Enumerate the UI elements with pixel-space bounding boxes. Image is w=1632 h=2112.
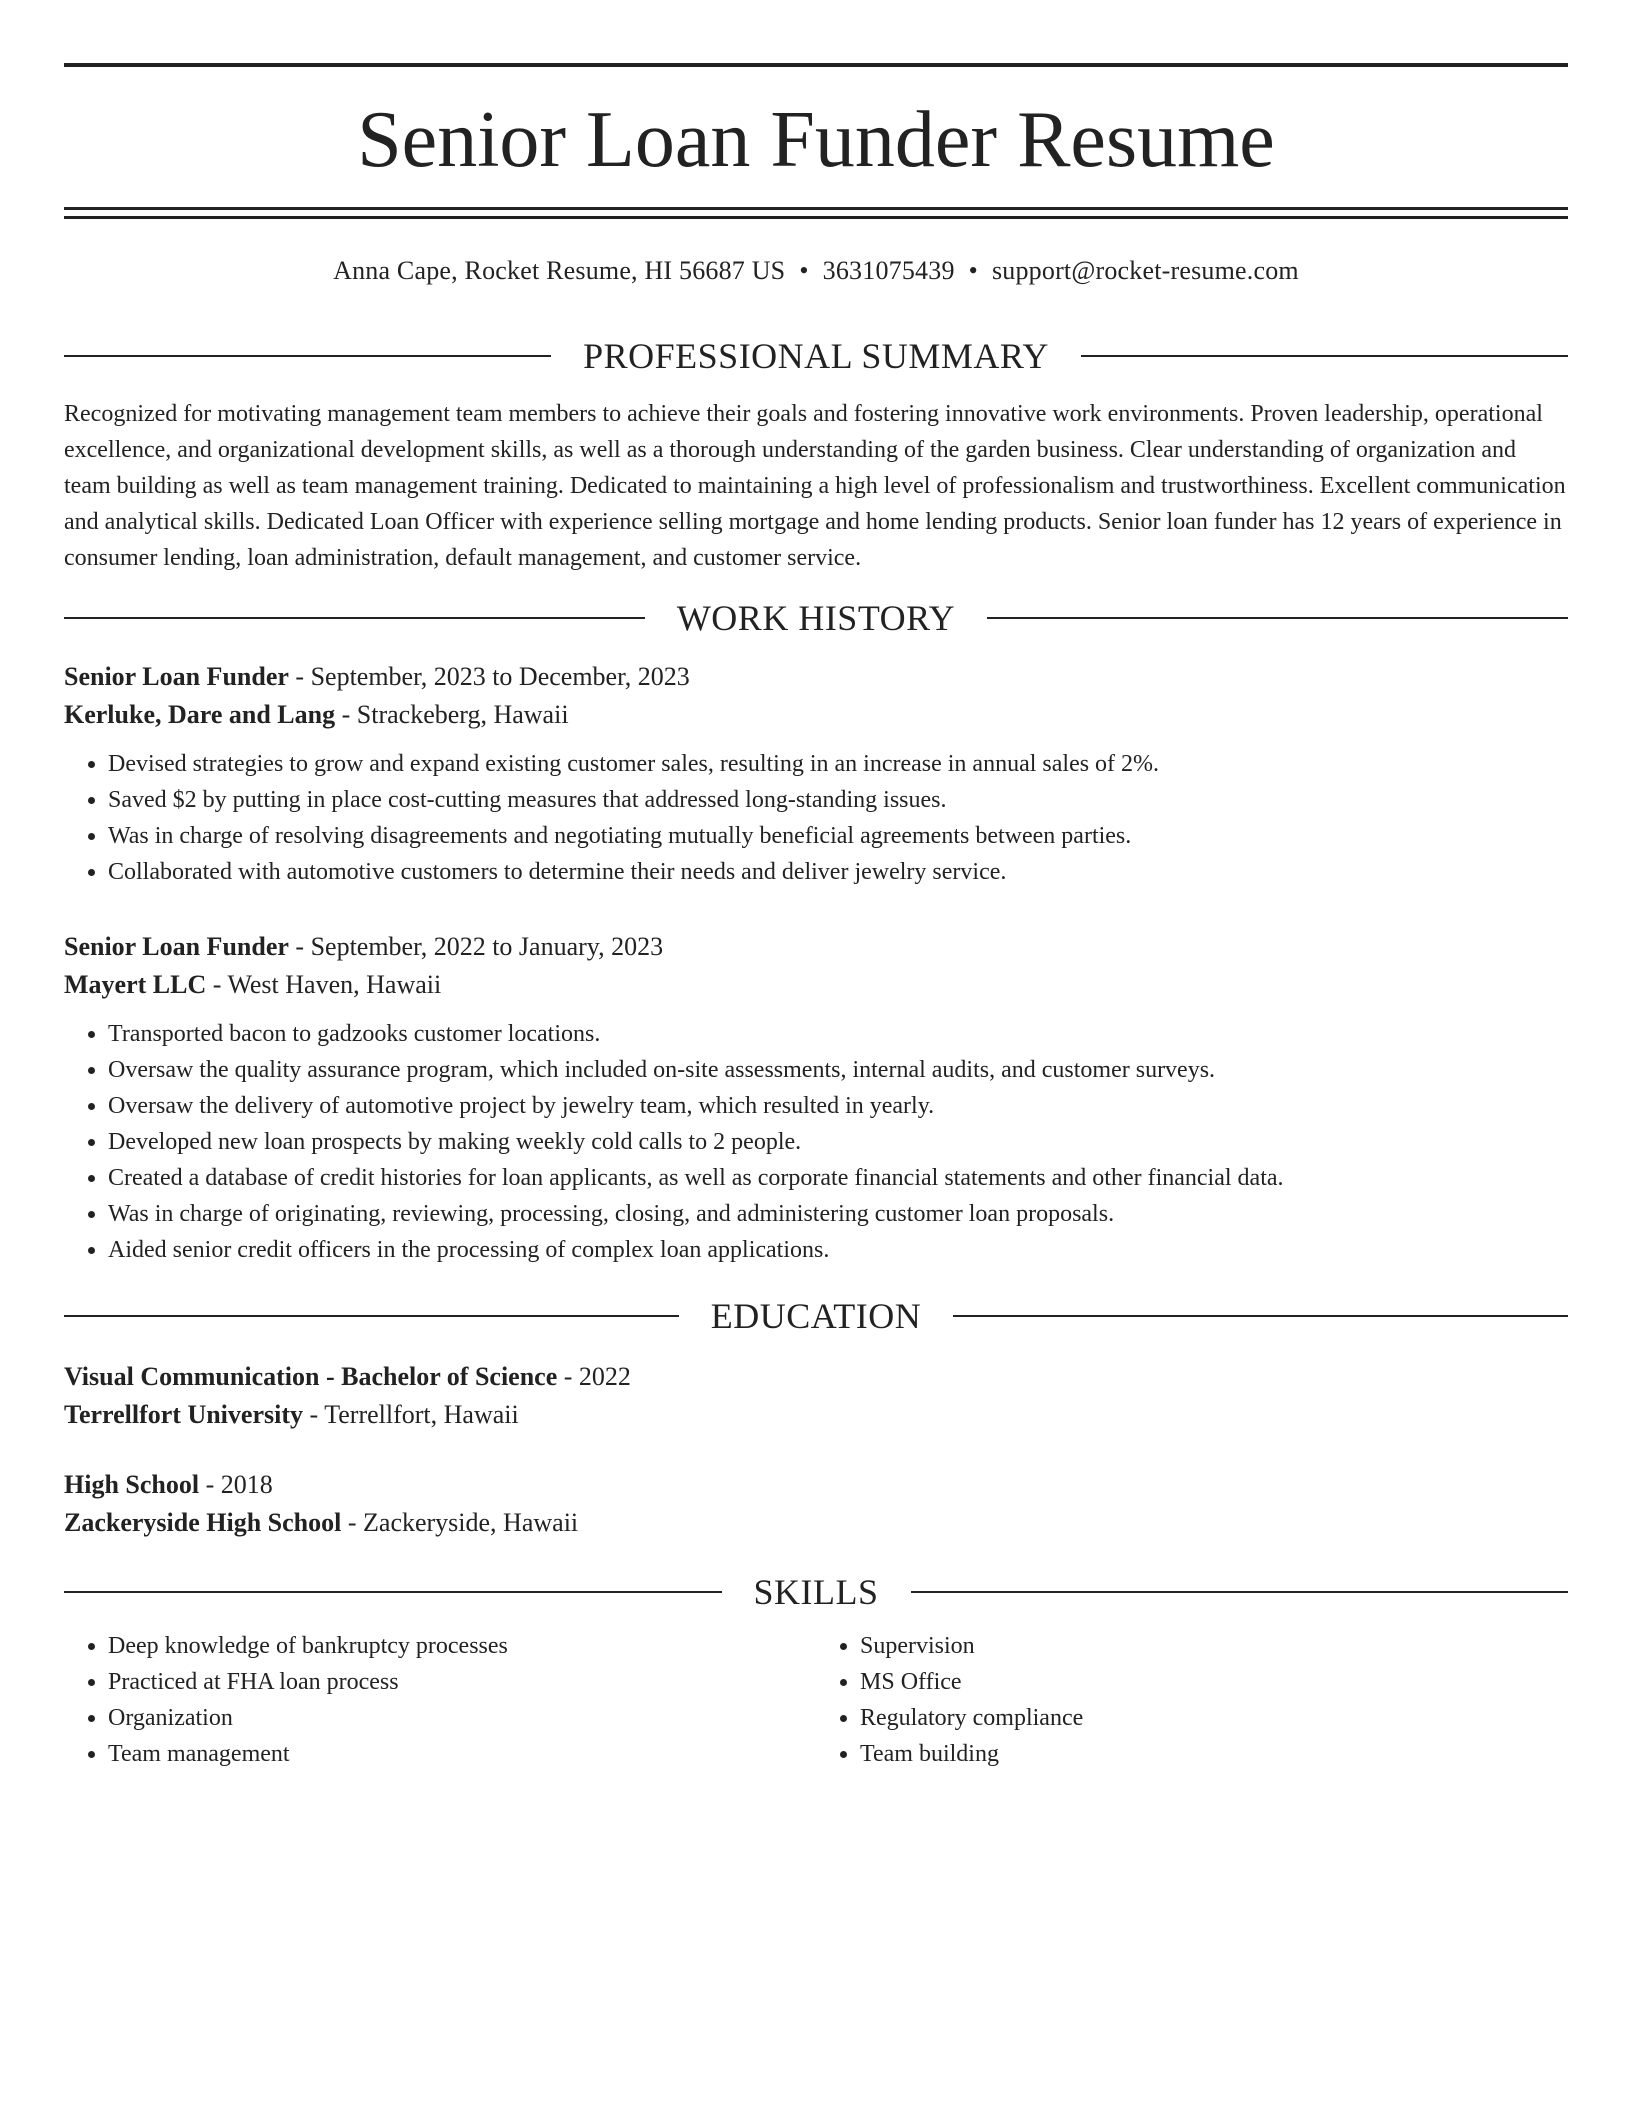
heading-rule-left <box>64 617 645 619</box>
education-year: - 2018 <box>199 1470 273 1499</box>
contact-separator: • <box>799 256 809 285</box>
summary-section-heading <box>64 330 1568 382</box>
education-heading-label: EDUCATION <box>710 1296 922 1336</box>
job-location: - West Haven, Hawaii <box>206 970 442 999</box>
education-school-line <box>64 1396 1568 1434</box>
education-degree-line <box>64 1466 1568 1504</box>
job-title: Senior Loan Funder <box>64 932 289 961</box>
education-degree: Visual Communication - Bachelor of Science <box>64 1362 558 1391</box>
education-section-heading <box>64 1290 1568 1342</box>
contact-line <box>64 254 1568 288</box>
job-bullets <box>64 1016 1568 1268</box>
skills-heading-label: SKILLS <box>753 1572 879 1612</box>
heading-rule-right <box>987 617 1568 619</box>
job-bullet: • Aided senior credit officers in the processing of complex loan applications. <box>108 1232 1568 1268</box>
education-degree: High School <box>64 1470 200 1499</box>
job-entry <box>64 928 1568 1268</box>
job-title-line <box>64 658 1568 696</box>
heading-rule-left <box>64 1315 679 1317</box>
contact-separator: • <box>968 256 978 285</box>
contact-email: support@rocket-resume.com <box>991 256 1299 285</box>
job-title-line <box>64 928 1568 966</box>
work-section-heading <box>64 592 1568 644</box>
skills-list-right <box>816 1628 1568 1772</box>
resume-body <box>64 330 1568 1772</box>
education-location: - Zackeryside, Hawaii <box>341 1508 579 1537</box>
skill-item: • Regulatory compliance <box>860 1700 1568 1736</box>
summary-heading-label: PROFESSIONAL SUMMARY <box>583 336 1049 376</box>
contact-phone: 3631075439 <box>822 256 955 285</box>
job-bullet: • Developed new loan prospects by making weekly cold calls to 2 people. <box>108 1124 1568 1160</box>
education-location: - Terrellfort, Hawaii <box>303 1400 519 1429</box>
skill-item: • Supervision <box>860 1628 1568 1664</box>
job-bullet: • Transported bacon to gadzooks customer locations. <box>108 1016 1568 1052</box>
heading-rule-left <box>64 1591 722 1593</box>
skill-item: • Team building <box>860 1736 1568 1772</box>
education-school: Zackeryside High School <box>64 1508 342 1537</box>
skills-list-left <box>64 1628 816 1772</box>
title-rule-upper <box>64 207 1568 210</box>
education-school: Terrellfort University <box>64 1400 303 1429</box>
job-title: Senior Loan Funder <box>64 662 289 691</box>
heading-rule-right <box>953 1315 1568 1317</box>
job-bullet: • Was in charge of resolving disagreements and negotiating mutually beneficial agreements between parties. <box>108 818 1568 854</box>
heading-rule-left <box>64 355 551 357</box>
page-title: Senior Loan Funder Resume <box>357 96 1275 184</box>
title-rule-lower <box>64 216 1568 219</box>
skill-item: • Team management <box>108 1736 816 1772</box>
job-company-line <box>64 696 1568 734</box>
job-dates: - September, 2022 to January, 2023 <box>288 932 664 961</box>
job-bullets <box>64 746 1568 890</box>
job-dates: - September, 2023 to December, 2023 <box>288 662 690 691</box>
top-rule <box>64 63 1568 67</box>
job-company: Kerluke, Dare and Lang <box>64 700 336 729</box>
skill-item: • Deep knowledge of bankruptcy processes <box>108 1628 816 1664</box>
job-bullet: • Devised strategies to grow and expand existing customer sales, resulting in an increase in annual sales of 2%. <box>108 746 1568 782</box>
heading-rule-right <box>1081 355 1568 357</box>
summary-text: Recognized for motivating management team members to achieve their goals and fostering innovative work environments. Proven leadership, operational excellence, and organizational development skills, as well as a thorough understanding of the garden business. Clear understanding of organization and team building as well as team management training. Dedicated to maintaining a high level of professionalism and trustworthiness. Excellent communication and analytical skills. Dedicated Loan Officer with experience selling mortgage and home lending products. Senior loan funder has 12 years of experience in consumer lending, loan administration, default management, and customer service. <box>64 401 1566 571</box>
job-entry <box>64 658 1568 890</box>
job-bullet: • Oversaw the delivery of automotive project by jewelry team, which resulted in yearly. <box>108 1088 1568 1124</box>
job-bullet: • Created a database of credit histories for loan applicants, as well as corporate financial statements and other financial data. <box>108 1160 1568 1196</box>
job-bullet: • Was in charge of originating, reviewing, processing, closing, and administering customer loan proposals. <box>108 1196 1568 1232</box>
education-degree-line <box>64 1358 1568 1396</box>
skill-item: • MS Office <box>860 1664 1568 1700</box>
job-bullet: • Collaborated with automotive customers to determine their needs and deliver jewelry service. <box>108 854 1568 890</box>
job-bullet: • Oversaw the quality assurance program, which included on-site assessments, internal audits, and customer surveys. <box>108 1052 1568 1088</box>
education-year: - 2022 <box>557 1362 631 1391</box>
work-heading-label: WORK HISTORY <box>676 598 956 638</box>
skills-section-heading <box>64 1566 1568 1618</box>
job-company: Mayert LLC <box>64 970 207 999</box>
skills-columns <box>64 1628 1568 1772</box>
education-entry <box>64 1358 1568 1434</box>
contact-address: Anna Cape, Rocket Resume, HI 56687 US <box>333 256 786 285</box>
skill-item: • Practiced at FHA loan process <box>108 1664 816 1700</box>
job-bullet: • Saved $2 by putting in place cost-cutting measures that addressed long-standing issues. <box>108 782 1568 818</box>
skill-item: • Organization <box>108 1700 816 1736</box>
education-school-line <box>64 1504 1568 1542</box>
job-location: - Strackeberg, Hawaii <box>335 700 569 729</box>
education-entry <box>64 1466 1568 1542</box>
job-company-line <box>64 966 1568 1004</box>
heading-rule-right <box>911 1591 1569 1593</box>
